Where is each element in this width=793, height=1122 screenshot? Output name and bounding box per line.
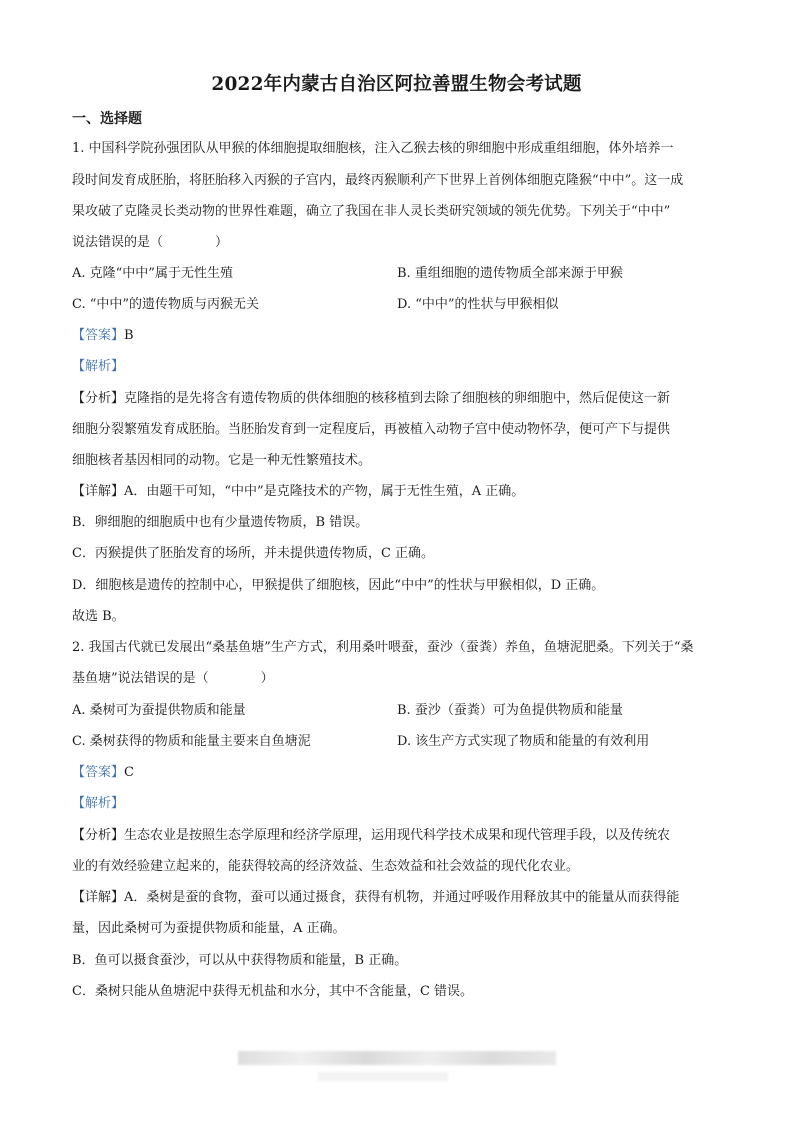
answer-tag: 【答案】 (72, 765, 125, 780)
fenxi-text: 克隆指的是先将含有遗传物质的供体细胞的核移植到去除了细胞核的卵细胞中，然后促使这一新 (124, 391, 671, 406)
answer-value: B (124, 328, 134, 343)
fenxi-text: 生态农业是按照生态学原理和经济学原理，运用现代科学技术成果和现代管理手段，以及传统农 (124, 828, 671, 843)
q2-stem-line-1: 2. 我国古代就已发展出“桑基鱼塘”生产方式，利用桑叶喂蚕，蚕沙（蚕粪）养鱼，鱼塘泥肥桑。下列关于“桑 (72, 640, 694, 655)
detail-tag: 【详解】 (72, 890, 125, 905)
q2-detail-line-3: B．鱼可以摄食蚕沙，可以从中获得物质和能量，B 正确。 (72, 953, 408, 968)
q1-fenxi-line-1 (72, 391, 670, 407)
detail-text: A．由题干可知，“中中”是克隆技术的产物，属于无性生殖，A 正确。 (124, 484, 525, 499)
q2-fenxi-line-2: 业的有效经验建立起来的，能获得较高的经济效益、生态效益和社会效益的现代化农业。 (72, 859, 580, 874)
q1-fenxi-line-2: 细胞分裂繁殖发育成胚胎。当胚胎发育到一定程度后，再被植入动物子宫中使动物怀孕，便可产下与提供 (72, 422, 671, 437)
q1-detail-line-5: 故选 B。 (72, 609, 125, 624)
q1-option-d: D. “中中”的性状与甲猴相似 (397, 297, 559, 312)
answer-tag: 【答案】 (72, 328, 125, 343)
blurred-footer-watermark (238, 1051, 556, 1065)
q2-option-b: B. 蚕沙（蚕粪）可为鱼提供物质和能量 (397, 703, 623, 718)
q1-stem-line-2: 段时间发育成胚胎，将胚胎移入丙猴的子宫内，最终丙猴顺利产下世界上首例体细胞克隆猴“中中”。这一成 (72, 173, 684, 188)
q1-detail-line-1 (72, 484, 524, 500)
q2-answer (72, 765, 134, 781)
q2-detail-line-1 (72, 890, 679, 906)
q1-stem-line-3: 果攻破了克隆灵长类动物的世界性难题，确立了我国在非人灵长类研究领域的领先优势。下列关于“中中” (72, 204, 671, 219)
fenxi-tag: 【分析】 (72, 391, 125, 406)
page-title: 2022年内蒙古自治区阿拉善盟生物会考试题 (211, 74, 582, 95)
q1-analysis (72, 359, 124, 375)
q1-option-a: A. 克隆“中中”属于无性生殖 (72, 266, 233, 281)
q2-stem-line-2: 基鱼塘”说法错误的是（ ） (72, 671, 274, 686)
q1-option-b: B. 重组细胞的遗传物质全部来源于甲猴 (397, 266, 623, 281)
q1-detail-line-4: D．细胞核是遗传的控制中心，甲猴提供了细胞核，因此“中中”的性状与甲猴相似，D 正确。 (72, 578, 605, 593)
q1-detail-line-3: C．丙猴提供了胚胎发育的场所，并未提供遗传物质，C 正确。 (72, 546, 435, 561)
q2-option-d: D. 该生产方式实现了物质和能量的有效利用 (397, 734, 650, 749)
analysis-tag: 【解析】 (72, 796, 125, 811)
q2-detail-line-2: 量，因此桑树可为蚕提供物质和能量，A 正确。 (72, 921, 346, 936)
section-heading: 一、选择题 (72, 111, 142, 127)
detail-tag: 【详解】 (72, 484, 125, 499)
q1-stem-line-4: 说法错误的是（ ） (72, 235, 229, 250)
q1-answer (72, 328, 134, 344)
q1-option-c: C. “中中”的遗传物质与丙猴无关 (72, 297, 260, 312)
q1-fenxi-line-3: 细胞核者基因相同的动物。它是一种无性繁殖技术。 (72, 453, 372, 468)
answer-value: C (124, 765, 134, 780)
q2-analysis (72, 796, 124, 812)
q2-fenxi-line-1 (72, 828, 670, 844)
detail-text: A．桑树是蚕的食物，蚕可以通过摄食，获得有机物，并通过呼吸作用释放其中的能量从而获得能 (124, 890, 680, 905)
q1-stem-line-1: 1. 中国科学院孙强团队从甲猴的体细胞提取细胞核，注入乙猴去核的卵细胞中形成重组细胞，体外培养一 (72, 141, 674, 156)
fenxi-tag: 【分析】 (72, 828, 125, 843)
blurred-footer-watermark-2 (318, 1072, 448, 1081)
q2-option-c: C. 桑树获得的物质和能量主要来自鱼塘泥 (72, 734, 311, 749)
q2-option-a: A. 桑树可为蚕提供物质和能量 (72, 703, 246, 718)
q2-detail-line-4: C．桑树只能从鱼塘泥中获得无机盐和水分，其中不含能量，C 错误。 (72, 984, 474, 999)
q1-detail-line-2: B．卵细胞的细胞质中也有少量遗传物质，B 错误。 (72, 515, 369, 530)
analysis-tag: 【解析】 (72, 359, 125, 374)
